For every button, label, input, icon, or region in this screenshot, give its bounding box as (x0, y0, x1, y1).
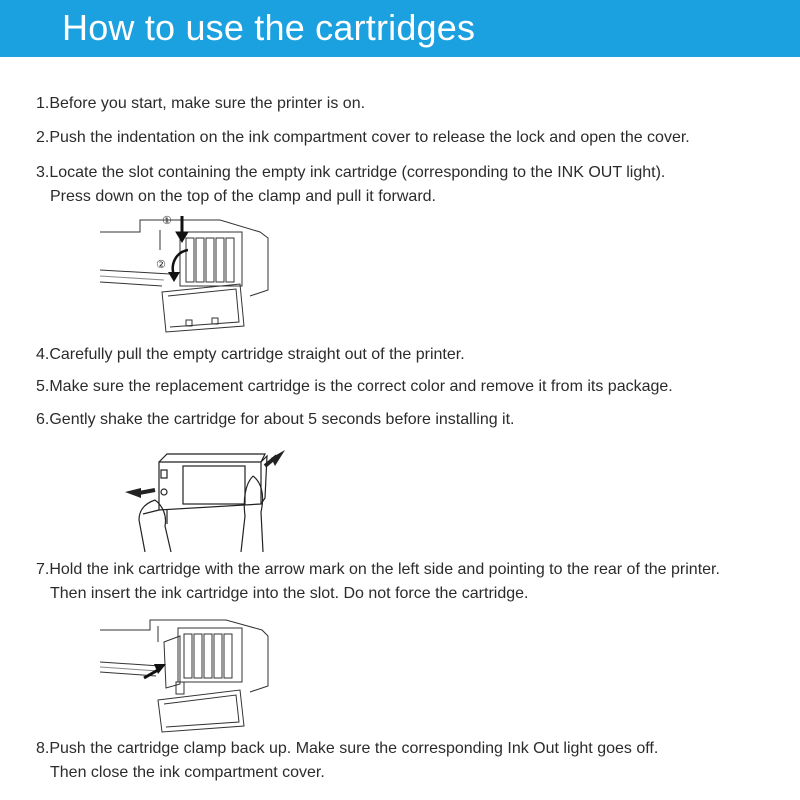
step-6 (36, 408, 515, 432)
step-7-text-line1: 7.Hold the ink cartridge with the arrow mark on the left side and pointing to the rear of the printer. (36, 561, 720, 578)
step-4 (36, 343, 465, 367)
step-3 (36, 161, 665, 209)
insert-cartridge-illustration (100, 612, 270, 736)
step-5-text: 5.Make sure the replacement cartridge is the correct color and remove it from its package. (36, 378, 673, 395)
step-6-text: 6.Gently shake the cartridge for about 5 seconds before installing it. (36, 411, 515, 428)
step-3-text-line2: Press down on the top of the clamp and pull it forward. (50, 188, 436, 205)
step-7-text-line2: Then insert the ink cartridge into the slot. Do not force the cartridge. (50, 585, 529, 602)
step-8 (36, 737, 658, 785)
step-1-text: 1.Before you start, make sure the printer is on. (36, 95, 366, 112)
clamp-release-illustration (100, 210, 270, 340)
page-title: How to use the cartridges (62, 7, 476, 48)
step-8-text-line1: 8.Push the cartridge clamp back up. Make sure the corresponding Ink Out light goes off. (36, 740, 659, 757)
step-1 (36, 92, 365, 116)
step-7 (36, 558, 720, 606)
step-4-text: 4.Carefully pull the empty cartridge straight out of the printer. (36, 346, 465, 363)
marker-one: ① (162, 214, 172, 227)
step-5 (36, 375, 673, 399)
shake-cartridge-illustration (115, 440, 300, 552)
step-8-text-line2: Then close the ink compartment cover. (50, 764, 325, 781)
step-2-text: 2.Push the indentation on the ink compartment cover to release the lock and open the cover. (36, 129, 690, 146)
marker-two: ② (156, 258, 166, 271)
step-2 (36, 126, 690, 150)
step-3-text-line1: 3.Locate the slot containing the empty ink cartridge (corresponding to the INK OUT light). (36, 164, 666, 181)
